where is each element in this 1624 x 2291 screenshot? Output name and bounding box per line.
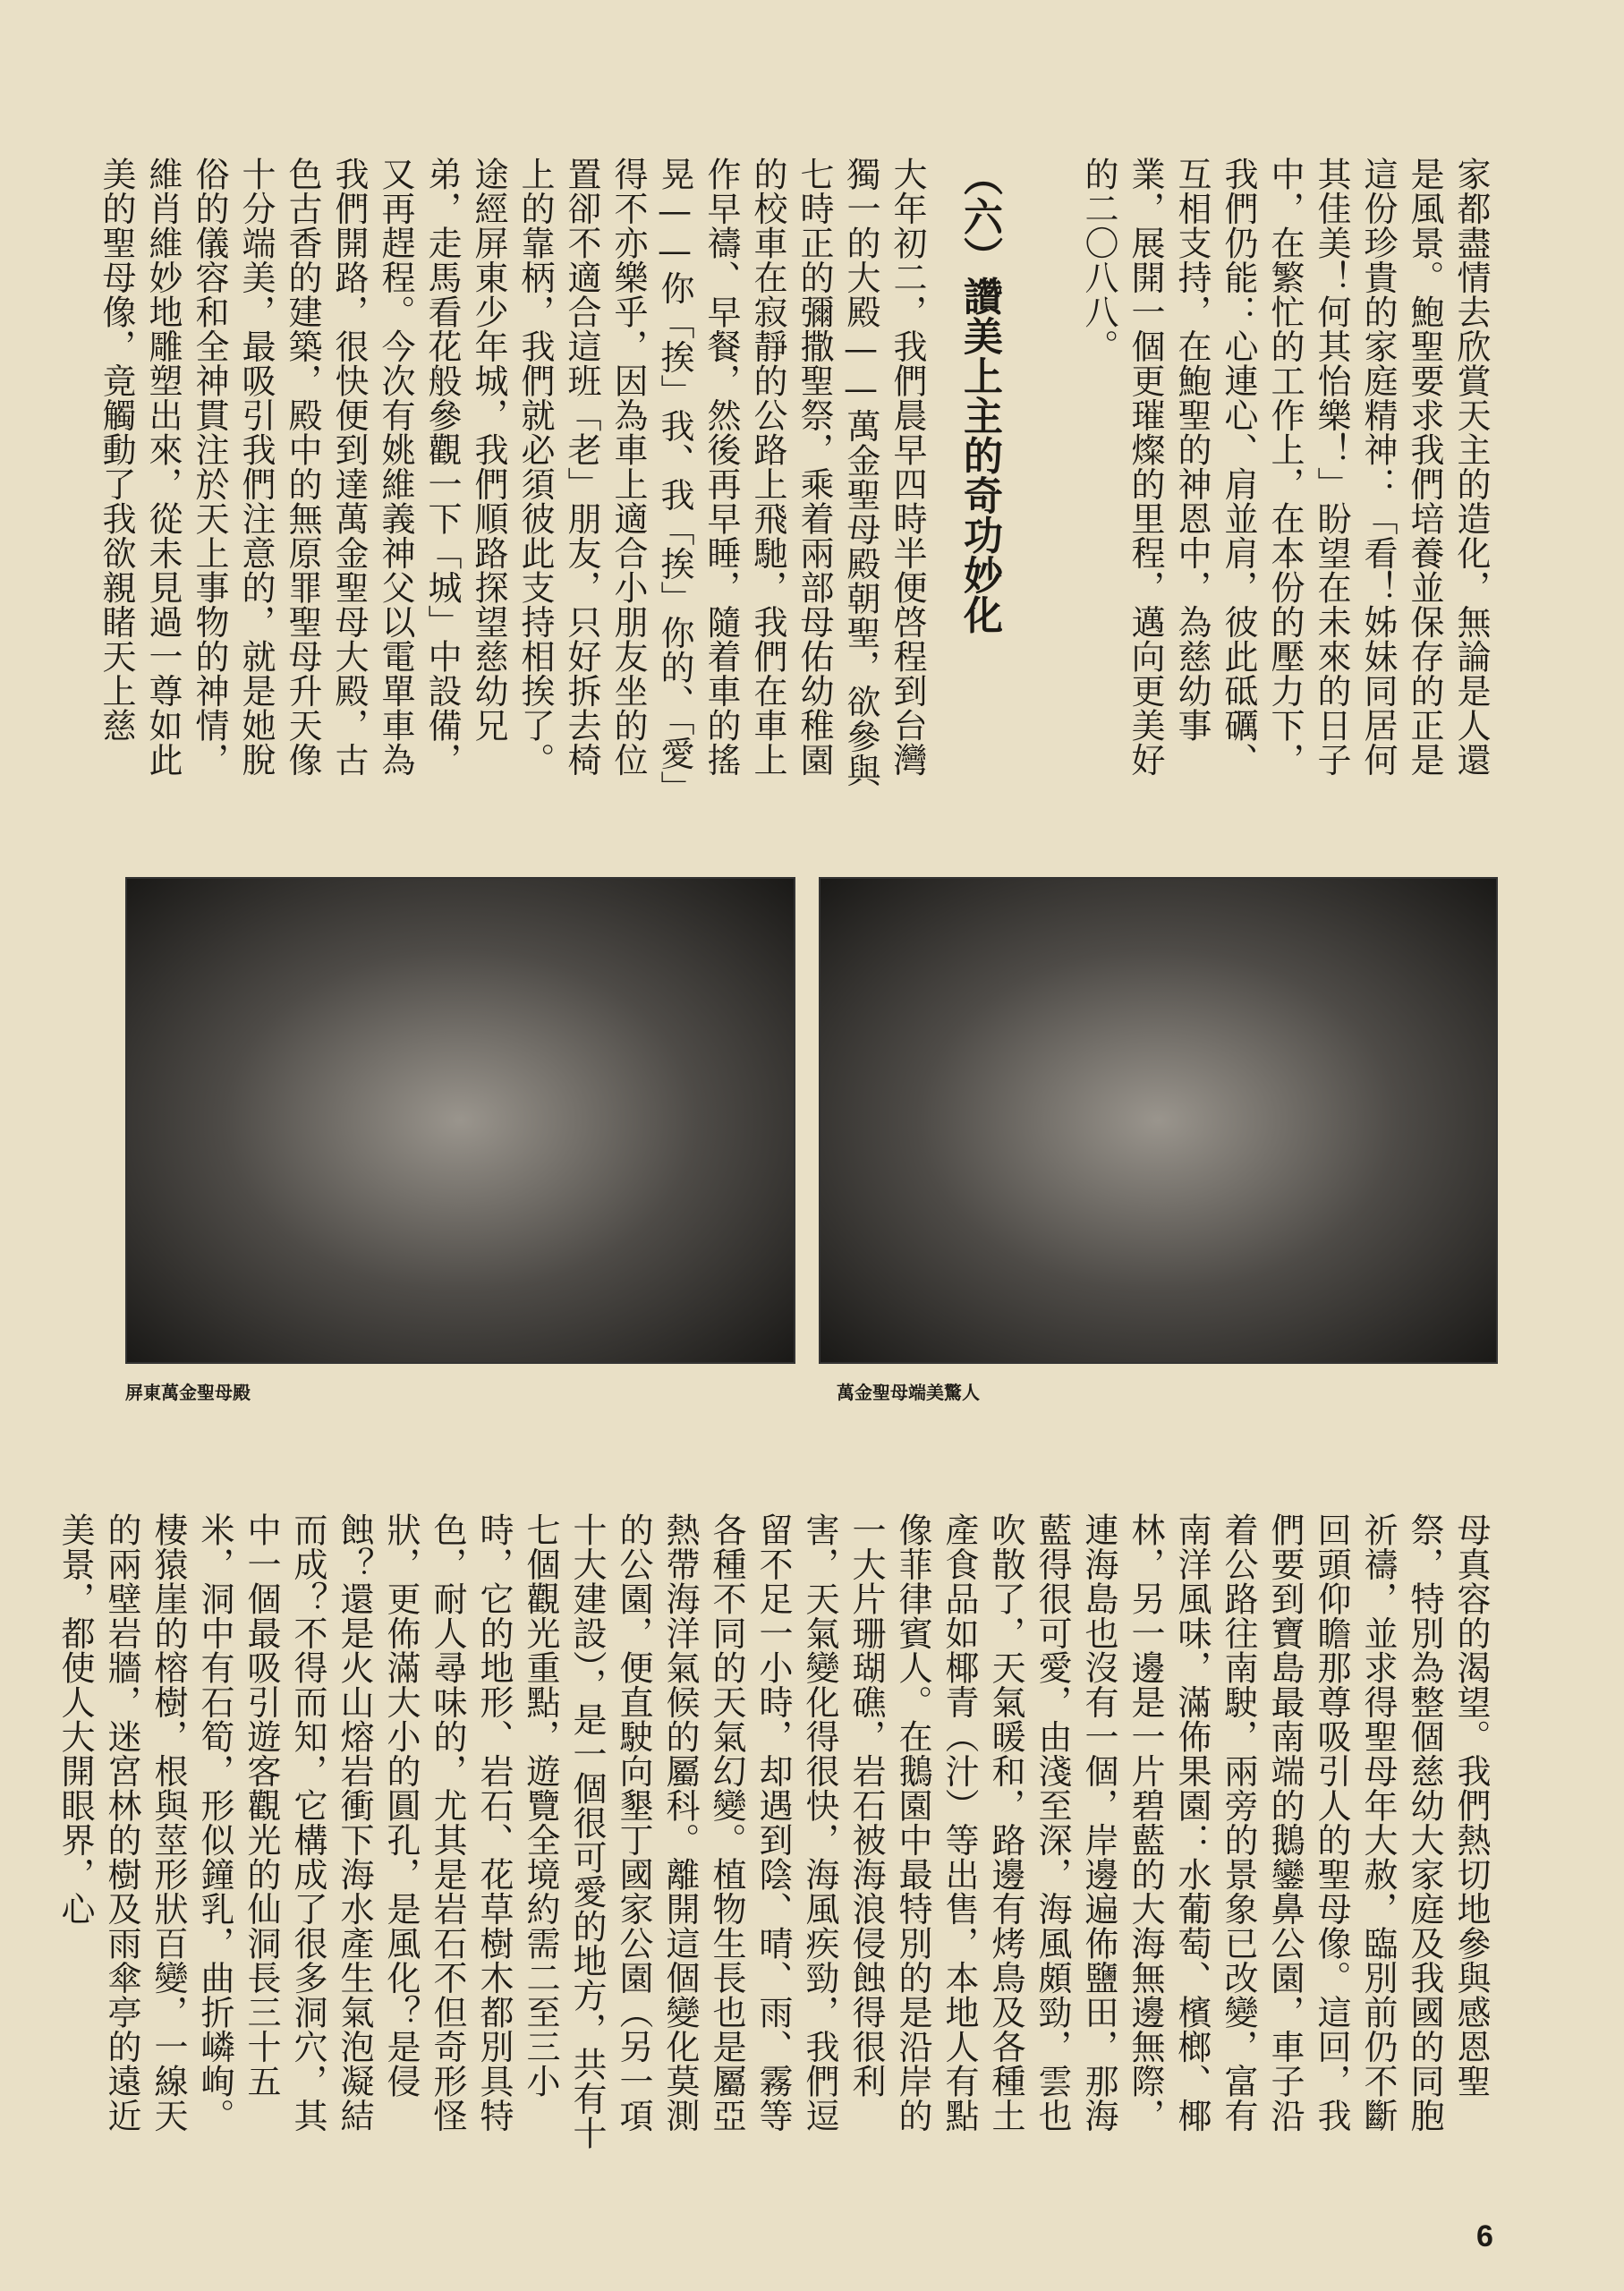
continuation-text: 母真容的渴望。我們熱切地參與感恩聖祭，特別為整個慈幼大家庭及我國的同胞祈禱，並求得聖母年大赦，臨別前仍不斷回頭仰瞻那尊吸引人的聖母像。這回，我們要到寶島最南端的鵝鑾鼻公園，車子沿着公路往南駛，兩旁的景象已改變，富有南洋風味，滿佈果園：水葡萄、檳榔、椰林，另一邊是一片碧藍的大海無邊無際，連海島也沒有一個，岸邊遍佈鹽田，那海藍得很可愛，由淺至深，海風頗勁，雲也吹散了，天氣暖和，路邊有烤鳥及各種土產食品如椰青（汁）等出售，本地人有點像菲律賓人。在鵝園中最特別的是沿岸的一大片珊瑚礁，岩石被海浪侵蝕得很利害，天氣變化得很快，海風疾勁，我們逗留不足一小時，却遇到陰、晴、雨、霧等各種不同的天氣幻變。植物生長也是屬亞熱帶海洋氣候的屬科。離開這個變化莫測的公園，便直駛向墾丁國家公園（另一項十大建設），是一個很可愛的地方，共有十七個觀光重點，遊覽全境約需二至三小時，它的地形、岩石、花草樹木都別具特色，耐人尋味的，尤其是岩石不但奇形怪狀，更佈滿大小的圓孔，是風化？是侵蝕？還是火山熔岩衝下海水產生氣泡凝結而成？不得而知，它構成了很多洞穴，其中一個最吸引遊客觀光的仙洞長三十五米，洞中有石筍，形似鐘乳，曲折嶙峋。棲猿崖的榕樹，根與莖形狀百變，一線天的兩壁岩牆，迷宮林的樹及雨傘亭的遠近美景，都使人大開眼界，心 [55, 1512, 1491, 2150]
photo1-caption: 屏東萬金聖母殿 [125, 1382, 251, 1403]
altar-photo [819, 877, 1498, 1364]
section-text: 大年初二，我們晨早四時半便啓程到台灣獨一的大殿——萬金聖母殿朝聖，欲參與七時正的彌撒聖祭，乘着兩部母佑幼稚園的校車在寂靜的公路上飛馳，我們在車上作早禱、早餐，然後再早睡，隨着車的搖晃——你「挨」我、我「挨」你的、「愛」得不亦樂乎，因為車上適合小朋友坐的位置卻不適合這班「老」朋友，只好拆去椅上的靠柄，我們就必須彼此支持相挨了。途經屏東少年城，我們順路探望慈幼兄弟，走馬看花般參觀一下「城」中設備，又再趕程。今次有姚維義神父以電單車為我們開路，很快便到達萬金聖母大殿，古色古香的建築，殿中的無原罪聖母升天像十分端美，最吸引我們注意的，就是她脫俗的儀容和全神貫注於天上事物的神情，維肖維妙地雕塑出來，從未見過一尊如此美的聖母像，竟觸動了我欲親睹天上慈 [97, 157, 927, 788]
intro-text: 家都盡情去欣賞天主的造化，無論是人還是風景。鮑聖要求我們培養並保存的正是這份珍貴的家庭精神：「看！姊妹同居何其佳美！何其怡樂！」盼望在未來的日子中，在繁忙的工作上，在本份的壓力下，我們仍能：心連心、肩並肩，彼此砥礪、互相支持，在鮑聖的神恩中，為慈幼事業，展開一個更璀燦的里程，邁向更美好的二〇八八。 [1079, 157, 1491, 777]
page-number: 6 [1476, 2219, 1493, 2253]
church-photo [125, 877, 795, 1364]
photo2-caption: 萬金聖母端美驚人 [837, 1382, 980, 1403]
section-title: （六）讚美上主的奇功妙化 [957, 157, 1002, 634]
